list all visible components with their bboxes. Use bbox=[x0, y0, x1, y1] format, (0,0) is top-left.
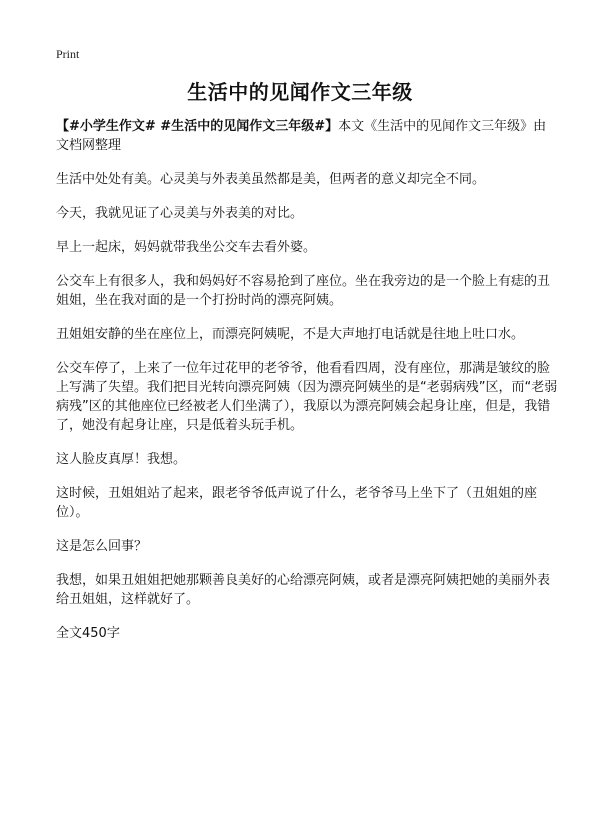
paragraph-6: 公交车停了，上来了一位年过花甲的老爷爷，他看看四周，没有座位，那满是皱纹的脸上写满了失望。我们把目光转向漂亮阿姨（因为漂亮阿姨坐的是“老弱病残”区，而“老弱病残”区的其他座位已经被老人们坐满了），我原以为漂亮阿姨会起身让座，但是，我错了，她没有起身让座，只是低着头玩手机。 bbox=[56, 361, 558, 433]
print-link[interactable]: Print bbox=[56, 47, 80, 61]
paragraph-3: 早上一起床，妈妈就带我坐公交车去看外婆。 bbox=[56, 240, 317, 255]
intro-paragraph bbox=[56, 117, 558, 155]
document-title: 生活中的见闻作文三年级 bbox=[187, 80, 413, 104]
word-count: 全文450字 bbox=[56, 626, 120, 641]
intro-text: 本文《生活中的见闻作文三年级》由文档网整理 bbox=[56, 119, 547, 153]
paragraph-1: 生活中处处有美。心灵美与外表美虽然都是美，但两者的意义却完全不同。 bbox=[56, 172, 486, 187]
intro-tags: 【#小学生作文# #生活中的见闻作文三年级#】 bbox=[56, 119, 339, 134]
paragraph-9: 这是怎么回事？ bbox=[56, 539, 148, 554]
paragraph-2: 今天，我就见证了心灵美与外表美的对比。 bbox=[56, 206, 304, 221]
paragraph-10: 我想，如果丑姐姐把她那颗善良美好的心给漂亮阿姨，或者是漂亮阿姨把她的美丽外表给丑姐姐，这样就好了。 bbox=[56, 573, 551, 607]
paragraph-5: 丑姐姐安静的坐在座位上，而漂亮阿姨呢，不是大声地打电话就是往地上吐口水。 bbox=[56, 327, 525, 342]
article-body bbox=[56, 117, 558, 658]
paragraph-7: 这人脸皮真厚！我想。 bbox=[56, 452, 187, 467]
paragraph-4: 公交车上有很多人，我和妈妈好不容易抢到了座位。坐在我旁边的是一个脸上有痣的丑姐姐，坐在我对面的是一个打扮时尚的漂亮阿姨。 bbox=[56, 274, 551, 308]
paragraph-8: 这时候，丑姐姐站了起来，跟老爷爷低声说了什么，老爷爷马上坐下了（丑姐姐的座位）。 bbox=[56, 486, 538, 520]
